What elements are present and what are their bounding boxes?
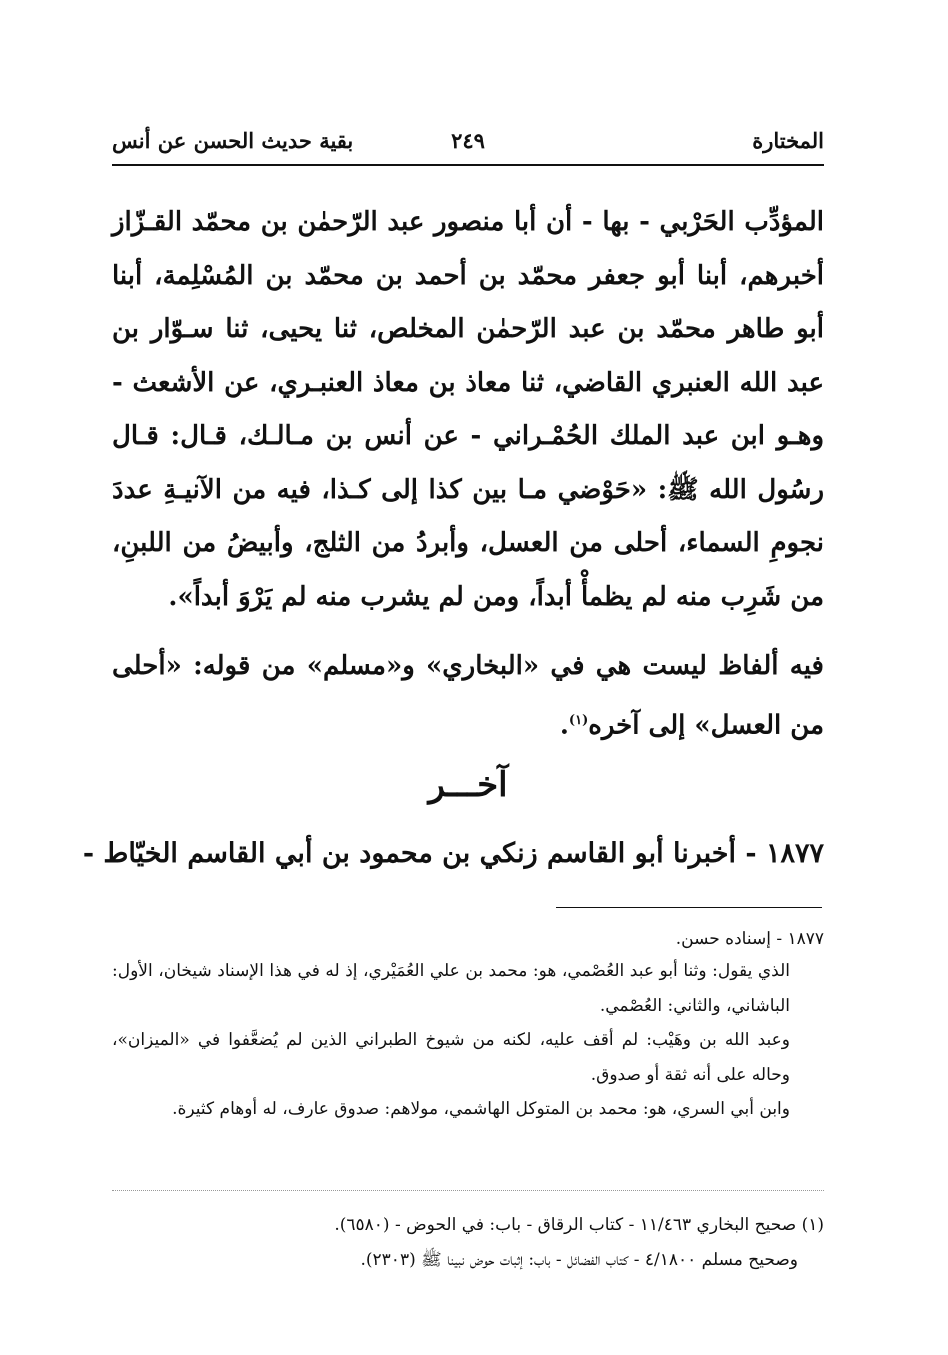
reference-footnotes: [112, 1208, 824, 1278]
footnote-marker: (١): [568, 712, 589, 728]
page-number: ٢٤٩: [451, 128, 485, 153]
reference-item: (١) صحيح البخاري ١١/٤٦٣ - كتاب الرقاق - باب: في الحوض - (٦٥٨٠).: [334, 1215, 824, 1235]
commentary-paragraph: [112, 640, 824, 753]
commentary-text: فيه ألفاظ ليست هي في «البخاري» و«مسلم» من قوله: «أحلى من العسل» إلى آخره: [112, 651, 824, 741]
dotted-separator: [112, 1190, 824, 1191]
note-item: وعبد الله بن وهَيْب: لم أقف عليه، لكنه من شيوخ الطبراني الذين لم يُضعَّفوا في «الميزان»، وحاله على أنه ثقة أو صدوق.: [112, 1030, 790, 1085]
footnote-rule: [556, 907, 822, 908]
note-item: الذي يقول: وثنا أبو عبد العُصْمي، هو: محمد بن علي العُمَيْري، إذ له في هذا الإسناد شيخان، الأول: الباشاني، والثاني: العُصْمي.: [112, 961, 790, 1016]
editor-notes: [112, 924, 824, 1127]
header-rule: [112, 164, 824, 166]
note-header: ١٨٧٧ - إسناده حسن.: [675, 929, 824, 949]
main-text: [112, 196, 824, 753]
running-header: [112, 126, 824, 160]
hadith-1877-opening: ١٨٧٧ - أخبرنا أبو القاسم زنكي بن محمود بن أبي القاسم الخيّاط -: [82, 838, 824, 869]
reference-item: وصحيح مسلم ٤/١٨٠٠ - كتاب الفضائل - باب: إثبات حوض نبينا ﷺ (٢٣٠٣).: [360, 1250, 798, 1270]
section-title: آخـــر: [428, 765, 508, 805]
hadith-paragraph: المؤدِّب الحَرْبي - بها - أن أبا منصور عبد الرّحمٰن بن محمّد القـزّاز أخبرهم، أبنا أبو جعفر محمّد بن أحمد بن محمّد بن المُسْلِمة، أبنا أبو طاهر محمّد بن عبد الرّحمٰن المخلص، ثنا يحيى، ثنا سـوّار بن عبد الله العنبري القاضي، ثنا معاذ بن معاذ العنبـري، عن الأشعث - وهـو ابن عبد الملك الحُمْـراني - عن أنس بن مـالـك، قـال: قـال رسُول الله ﷺ: «حَوْضي مـا بين كذا إلى كـذا، فيه من الآنيـةِ عددَ نجومِ السماء، أحلى من العسل، وأبردُ من الثلج، وأبيضُ من اللبنِ، من شَرِب منه لم يظمأْ أبداً، ومن لم يشرب منه لم يَرْوَ أبداً».: [112, 207, 824, 612]
book-title: المختارة: [752, 128, 824, 153]
note-item: وابن أبي السري، هو: محمد بن المتوكل الهاشمي، مولاهم: صدوق عارف، له أوهام كثيرة.: [172, 1099, 790, 1119]
section-running-title: بقية حديث الحسن عن أنس: [112, 128, 354, 153]
commentary-end: .: [559, 710, 569, 741]
